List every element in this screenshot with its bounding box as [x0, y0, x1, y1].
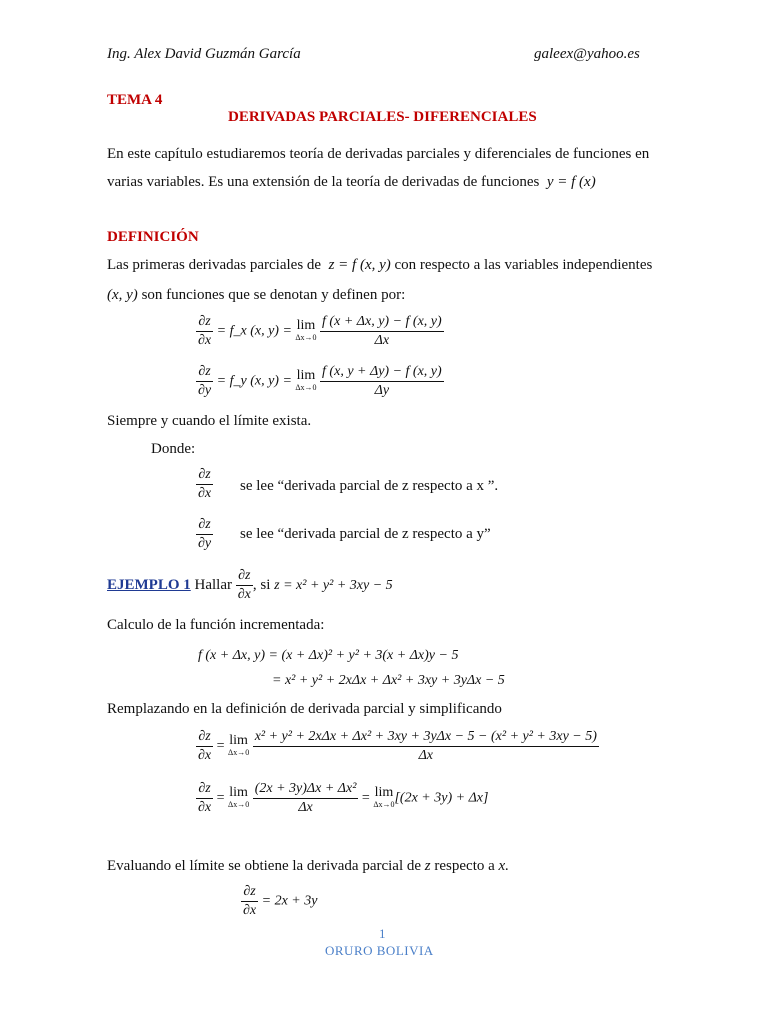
header-email: galeex@yahoo.es [534, 46, 640, 62]
definicion-line-2: (x, y) son funciones que se denotan y definen por: [107, 287, 406, 303]
definicion-line-1: Las primeras derivadas parciales de z = f (x, y) con respecto a las variables independientes [107, 257, 653, 273]
ejemplo-label: EJEMPLO 1 [107, 576, 191, 593]
incremented-function-1: f (x + Δx, y) = (x + Δx)² + y² + 3(x + Δx)y − 5 [198, 648, 459, 663]
limit-step-1: $\frac{\partial z}{\partial x}$ = lim Δx→0 $\frac{\text{x² + y² + 2xΔx + Δx² + 3xy + 3yΔx − 5 − (x² + y² + 3xy − 5)}}{\Delta x}$ [198, 729, 597, 763]
header-author: Ing. Alex David Guzmán García [107, 46, 301, 62]
definition-equation-y: $\frac{\partial z}{\partial y}$ = f_y (x, y) = lim Δx→0 $\frac{f (x, y + \Delta y) - f (x, y)}{\Delta y}$ [198, 364, 442, 398]
incremented-function-2: = x² + y² + 2xΔx + Δx² + 3xy + 3yΔx − 5 [272, 673, 505, 688]
read-y-text: se lee “derivada parcial de z respecto a y” [240, 526, 491, 542]
evaluando-text: Evaluando el límite se obtiene la derivada parcial de z respecto a x. [107, 858, 509, 874]
remplazando-text: Remplazando en la definición de derivada parcial y simplificando [107, 701, 502, 717]
definicion-heading: DEFINICIÓN [107, 229, 199, 245]
siempre-text: Siempre y cuando el límite exista. [107, 413, 312, 429]
footer-place: ORURO BOLIVIA [325, 943, 434, 958]
calculo-text: Calculo de la función incrementada: [107, 617, 325, 633]
result-equation: $\frac{\partial z}{\partial x}$ = 2x + 3y [243, 884, 318, 918]
intro-line-1: En este capítulo estudiaremos teoría de derivadas parciales y diferenciales de funciones en [107, 146, 650, 162]
donde-text: Donde: [151, 441, 196, 457]
tema-label: TEMA 4 [107, 92, 163, 108]
limit-step-2: $\frac{\partial z}{\partial x}$ = lim Δx→0 $\frac{\text{(2x + 3y)Δx + Δx²}}{\Delta x}$ = lim Δx→0 [(2x + 3y) + Δx] [198, 781, 489, 815]
ejemplo-line: EJEMPLO 1 Hallar $\frac{\partial z}{\partial x}$ , si z = x² + y² + 3xy − 5 [107, 568, 393, 602]
intro-line-2: varias variables. Es una extensión de la teoría de derivadas de funciones y = f (x) [107, 174, 596, 190]
tema-title: DERIVADAS PARCIALES- DIFERENCIALES [228, 109, 537, 125]
page-number: 1 [379, 926, 386, 941]
read-x-fraction: $\frac{\partial z}{\partial x}$ [198, 467, 212, 501]
read-y-fraction: $\frac{\partial z}{\partial y}$ [198, 517, 212, 551]
definition-equation-x: $\frac{\partial z}{\partial x}$ = f_x (x, y) = lim Δx→0 $\frac{f (x + \Delta x, y) - f (x, y)}{\Delta x}$ [198, 314, 442, 348]
read-x-text: se lee “derivada parcial de z respecto a x ”. [240, 478, 499, 494]
